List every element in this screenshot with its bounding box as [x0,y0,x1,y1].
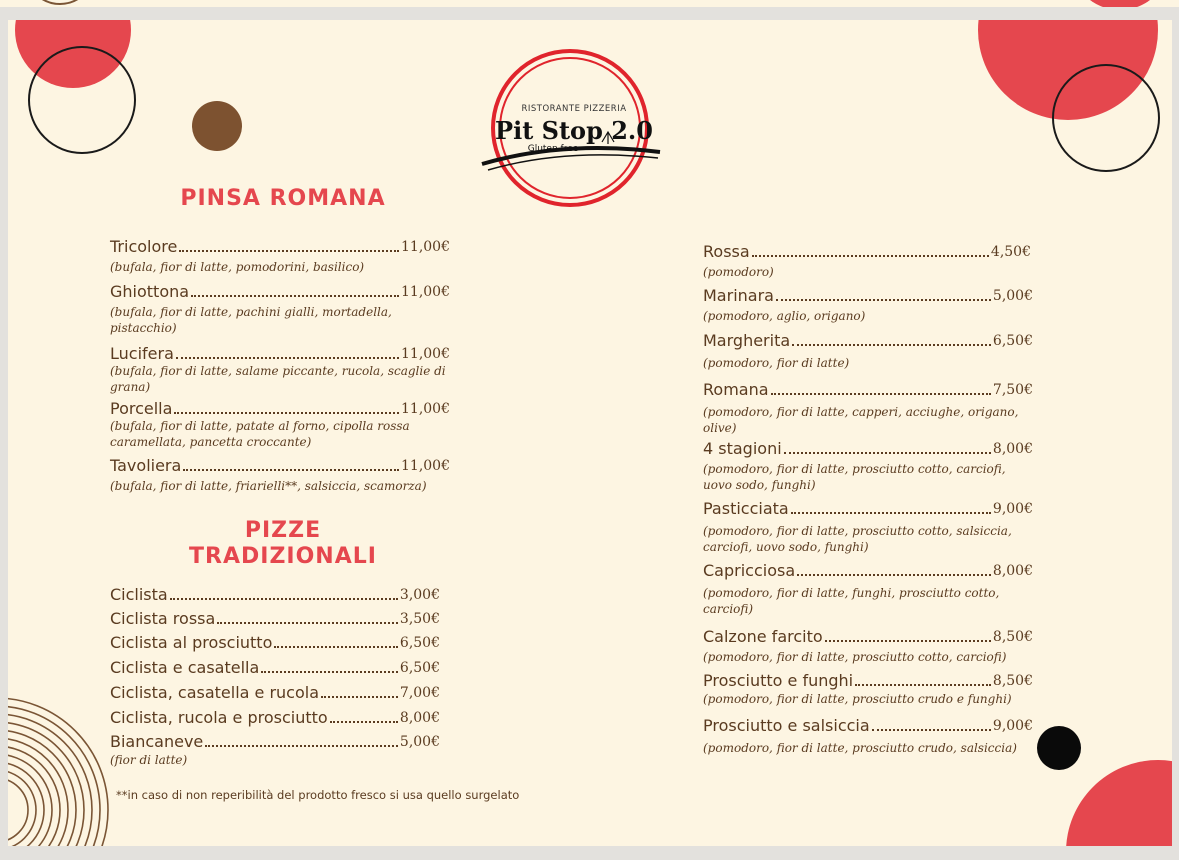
item-name: Rossa [703,242,750,261]
menu-item-marinara [703,287,1033,324]
item-price: 7,00€ [399,685,440,701]
item-price: 11,00€ [401,458,450,474]
menu-item-ciclista-e-casatella [110,659,440,677]
menu-item-capricciosa [703,562,1033,617]
item-description: (bufala, fior di latte, pachini gialli, mortadella, pistacchio) [110,305,392,335]
item-description: (pomodoro) [703,265,774,279]
item-name: Ghiottona [110,282,190,301]
item-name: Prosciutto e salsiccia [703,716,870,735]
item-name: Prosciutto e funghi [703,671,854,690]
item-description: (pomodoro, fior di latte, prosciutto crudo e funghi) [703,692,1012,706]
item-name: Tavoliera [110,456,182,475]
item-price: 6,50€ [399,635,440,651]
restaurant-logo [474,44,664,214]
item-price: 9,00€ [992,501,1033,517]
red-circle-bottom-right [1066,760,1172,846]
menu-item-biancaneve [110,733,440,768]
item-name: Biancaneve [110,732,204,751]
logo-subtitle: RISTORANTE PIZZERIA [521,104,627,114]
item-description: (bufala, fior di latte, friarielli**, salsiccia, scamorza) [110,479,427,493]
item-price: 5,00€ [992,288,1033,304]
menu-item-margherita [703,332,1033,371]
item-price: 11,00€ [401,284,450,300]
black-dot [1037,726,1081,770]
strip-decoration [0,0,1179,7]
tradizionali-list [110,20,440,846]
item-name: Romana [703,380,769,399]
item-price: 3,00€ [399,587,440,603]
logo-tagline: Gluten free [527,144,579,154]
item-name: Ciclista [110,585,168,604]
item-price: 8,00€ [399,710,440,726]
item-name: Ciclista, rucola e prosciutto [110,708,328,727]
menu-item-romana [703,381,1033,436]
item-name: Margherita [703,331,791,350]
menu-item-ciclista-rossa [110,610,440,628]
item-description: (pomodoro, fior di latte, capperi, acciughe, origano, olive) [703,405,1019,435]
title-line-1: PIZZE [244,518,322,543]
menu-page [8,20,1172,846]
menu-item-ciclista-casatella-rucola [110,684,440,702]
item-price: 8,50€ [992,673,1033,689]
item-price: 8,00€ [992,563,1033,579]
item-name: Ciclista e casatella [110,658,260,677]
menu-item-prosciutto-e-salsiccia [703,717,1033,756]
logo-name: Pit Stop 2.0 [495,116,653,145]
item-name: Lucifera [110,344,174,363]
item-price: 3,50€ [399,611,440,627]
item-name: Pasticciata [703,499,789,518]
item-description: (bufala, fior di latte, pomodorini, basilico) [110,260,365,274]
menu-item-calzone-farcito [703,628,1033,665]
previous-page-strip [0,0,1179,7]
item-price: 11,00€ [401,239,450,255]
menu-item-ciclista-al-prosciutto [110,634,440,652]
item-description: (pomodoro, aglio, origano) [703,309,866,323]
item-name: 4 stagioni [703,439,782,458]
item-name: Calzone farcito [703,627,823,646]
item-name: Ciclista al prosciutto [110,633,273,652]
item-price: 8,00€ [992,441,1033,457]
menu-item-ciclista [110,586,440,604]
item-price: 11,00€ [401,401,450,417]
item-price: 4,50€ [990,244,1031,260]
menu-item-prosciutto-e-funghi [703,672,1033,707]
item-description: (bufala, fior di latte, patate al forno, cipolla rossa caramellata, pancetta croccante) [110,419,410,449]
item-name: Ciclista rossa [110,609,216,628]
item-description: (pomodoro, fior di latte, funghi, prosciutto cotto, carciofi) [703,586,1000,616]
item-price: 5,00€ [399,734,440,750]
item-description: (pomodoro, fior di latte, prosciutto crudo, salsiccia) [703,741,1017,755]
item-name: Capricciosa [703,561,796,580]
item-description: (pomodoro, fior di latte) [703,356,850,370]
item-price: 6,50€ [399,660,440,676]
pinsa-romana-title: PINSA ROMANA [180,186,386,211]
footnote: **in caso di non reperibilità del prodotto fresco si usa quello surgelato [116,788,520,802]
item-price: 9,00€ [992,718,1033,734]
item-price: 7,50€ [992,382,1033,398]
item-price: 6,50€ [992,333,1033,349]
item-description: (pomodoro, fior di latte, prosciutto cotto, salsiccia, carciofi, uovo sodo, funghi) [703,524,1012,554]
item-description: (pomodoro, fior di latte, prosciutto cotto, carciofi) [703,650,1007,664]
item-name: Tricolore [110,237,178,256]
right-pizza-list [703,20,1033,846]
menu-item-rossa [703,243,1031,280]
item-price: 8,50€ [992,629,1033,645]
item-name: Ciclista, casatella e rucola [110,683,320,702]
item-name: Porcella [110,399,173,418]
item-description: (bufala, fior di latte, salame piccante, rucola, scaglie di grana) [110,364,446,394]
menu-item-pasticciata [703,500,1033,555]
item-name: Marinara [703,286,774,305]
item-description: (pomodoro, fior di latte, prosciutto cotto, carciofi, uovo sodo, funghi) [703,462,1006,492]
item-price: 11,00€ [401,346,450,362]
brown-rings-bottom-left [8,698,108,846]
item-description: (fior di latte) [110,753,188,767]
title-line-2: TRADIZIONALI [189,544,377,569]
menu-item-ciclista-rucola-prosciutto [110,709,440,727]
menu-item-4-stagioni [703,440,1033,493]
